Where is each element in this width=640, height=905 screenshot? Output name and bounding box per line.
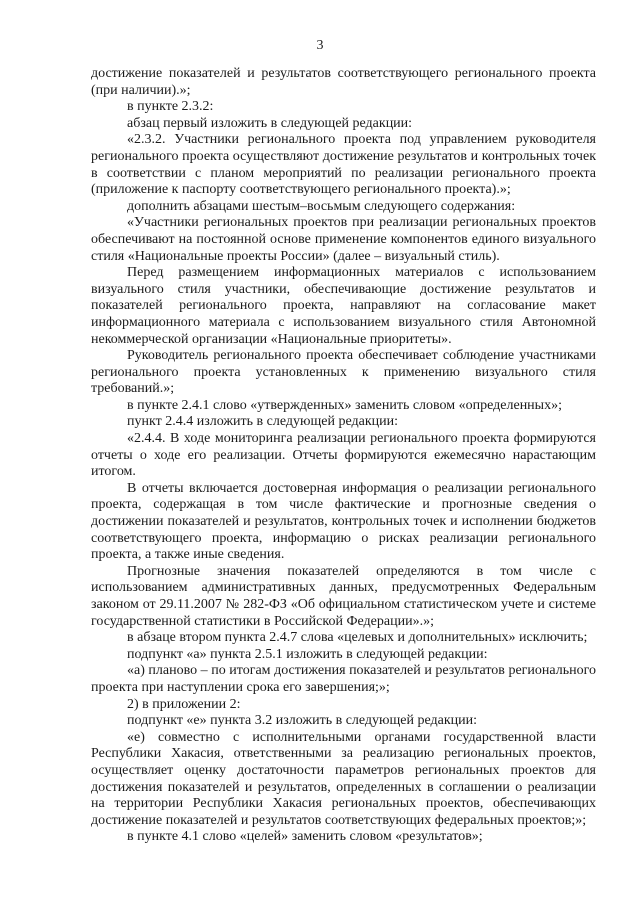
page-number: 3	[316, 38, 324, 53]
paragraph: Перед размещением информационных материалов с использованием визуального стиля участники, обеспечивающие достижение результатов и показателей регионального проекта, направляют на согласование макет информационного материала с использованием визуального стиля Автономной некоммерческой организации «Национальные приоритеты».	[91, 265, 596, 347]
paragraph: в пункте 2.3.2:	[127, 99, 214, 115]
paragraph: подпункт «а» пункта 2.5.1 изложить в следующей редакции:	[127, 646, 488, 662]
paragraph: «2.4.4. В ходе мониторинга реализации регионального проекта формируются отчеты о ходе его реализации. Отчеты формируются ежемесячно нарастающим итогом.	[91, 431, 596, 480]
paragraph: «Участники региональных проектов при реализации региональных проектов обеспечивают на постоянной основе применение компонентов единого визуального стиля «Национальные проекты России» (далее – визуальный стиль).	[91, 215, 596, 264]
paragraph: в пункте 4.1 слово «целей» заменить словом «результатов»;	[127, 829, 483, 845]
paragraph: Руководитель регионального проекта обеспечивает соблюдение участниками регионального проекта установленных к применению визуального стиля требований.»;	[91, 348, 596, 397]
paragraph: «е) совместно с исполнительными органами государственной власти Республики Хакасия, ответственными за реализацию региональных проектов, осуществляет оценку достаточности параметров региональных проектов для достижения показателей и результатов, определенных в соглашении о реализации на территории Республики Хакасия региональных проектов, обеспечивающих достижение показателей и результатов соответствующих федеральных проектов;»;	[91, 729, 596, 828]
paragraph: «а) планово – по итогам достижения показателей и результатов регионального проекта при наступлении срока его завершения;»;	[91, 663, 596, 695]
paragraph: дополнить абзацами шестым–восьмым следующего содержания:	[127, 198, 516, 214]
paragraph: Прогнозные значения показателей определяются в том числе с использованием административных данных, предусмотренных Федеральным законом от 29.11.2007 № 282-ФЗ «Об официальном статистическом учете и системе государственной статистики в Российской Федерации».»;	[91, 563, 596, 629]
paragraph: в пункте 2.4.1 слово «утвержденных» заменить словом «определенных»;	[127, 397, 562, 413]
document-body	[91, 66, 596, 846]
paragraph: 2) в приложении 2:	[127, 696, 241, 712]
paragraph: достижение показателей и результатов соответствующего регионального проекта (при наличии).»;	[91, 66, 596, 98]
paragraph: подпункт «е» пункта 3.2 изложить в следующей редакции:	[127, 713, 478, 729]
paragraph: В отчеты включается достоверная информация о реализации регионального проекта, содержащая в том числе фактические и прогнозные сведения о достижении показателей и результатов, контрольных точек и исполнении бюджетов соответствующего проекта, информацию о рисках реализации регионального проекта, а также иные сведения.	[91, 480, 596, 563]
paragraph: пункт 2.4.4 изложить в следующей редакции:	[127, 414, 398, 430]
paragraph: в абзаце втором пункта 2.4.7 слова «целевых и дополнительных» исключить;	[127, 630, 588, 646]
paragraph: «2.3.2. Участники регионального проекта под управлением руководителя регионального проекта осуществляют достижение результатов и контрольных точек в соответствии с планом мероприятий по реализации регионального проекта (приложение к паспорту соответствующего регионального проекта).»;	[91, 132, 596, 198]
paragraph: абзац первый изложить в следующей редакции:	[127, 115, 413, 131]
